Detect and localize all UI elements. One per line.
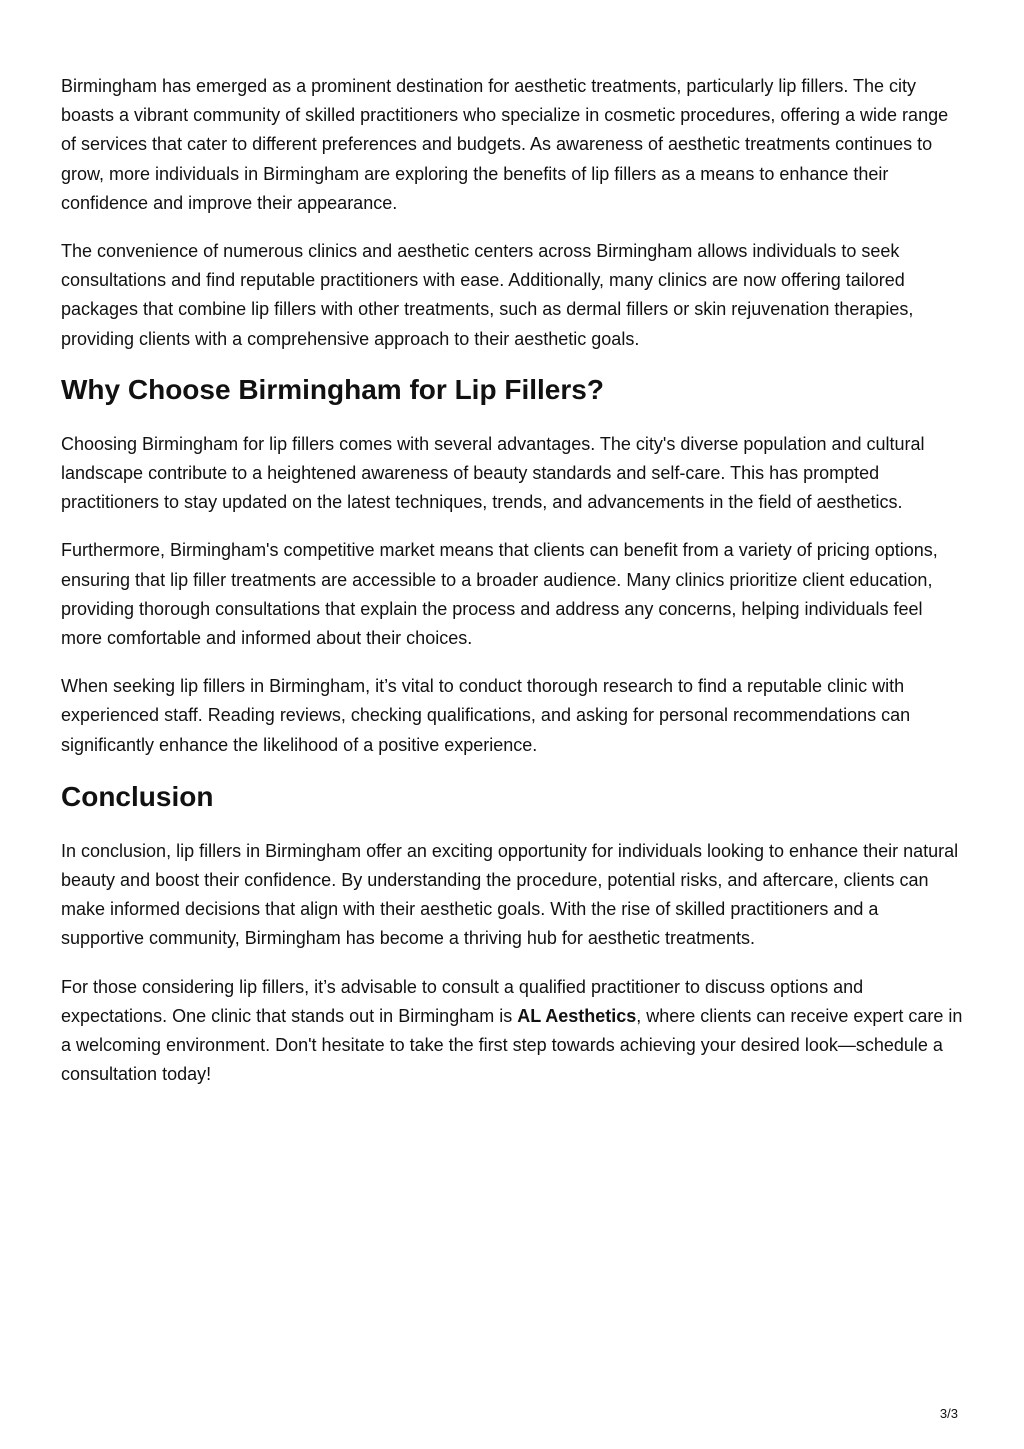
conclusion-paragraph: In conclusion, lip fillers in Birmingham offer an exciting opportunity for individuals looking to enhance their natural beauty and boost their confidence. By understanding the procedure, potential risks, and aftercare, clients can make informed decisions that align with their aesthetic goals. With the rise of skilled practitioners and a supportive community, Birmingham has become a thriving hub for aesthetic treatments. bbox=[61, 840, 959, 949]
section-heading-why-choose: Why Choose Birmingham for Lip Fillers? bbox=[61, 373, 604, 405]
page-number: 3/3 bbox=[939, 1406, 958, 1421]
final-paragraph-text-after: , where clients can receive expert care in a welcoming environment. Don't hesitate to take the first step towards achieving your desired look—schedule a consultation today! bbox=[61, 1005, 963, 1085]
why-paragraph: When seeking lip fillers in Birmingham, it’s vital to conduct thorough research to find a reputable clinic with experienced staff. Reading reviews, checking qualifications, and asking for personal recommendations can significantly enhance the likelihood of a positive experience. bbox=[61, 676, 911, 755]
document-page bbox=[61, 72, 966, 1108]
intro-paragraph: Birmingham has emerged as a prominent destination for aesthetic treatments, particularly lip fillers. The city boasts a vibrant community of skilled practitioners who specialize in cosmetic procedures, offering a wide range of services that cater to different preferences and budgets. As awareness of aesthetic treatments continues to grow, more individuals in Birmingham are exploring the benefits of lip fillers as a means to enhance their confidence and improve their appearance. bbox=[61, 76, 949, 213]
intro-paragraph: The convenience of numerous clinics and aesthetic centers across Birmingham allows individuals to seek consultations and find reputable practitioners with ease. Additionally, many clinics are now offering tailored packages that combine lip fillers with other treatments, such as dermal fillers or skin rejuvenation therapies, providing clients with a comprehensive approach to their aesthetic goals. bbox=[61, 241, 914, 349]
clinic-name-emphasis: AL Aesthetics bbox=[517, 1005, 637, 1026]
conclusion-final-paragraph bbox=[61, 973, 966, 1090]
why-paragraph: Choosing Birmingham for lip fillers comes with several advantages. The city's diverse population and cultural landscape contribute to a heightened awareness of beauty standards and self-care. This has prompted practitioners to stay updated on the latest techniques, trends, and advancements in the field of aesthetics. bbox=[61, 433, 925, 513]
final-paragraph-text-before: For those considering lip fillers, it’s advisable to consult a qualified practitioner to discuss options and expectations. One clinic that stands out in Birmingham is bbox=[61, 976, 864, 1026]
section-heading-conclusion: Conclusion bbox=[61, 780, 214, 812]
why-paragraph: Furthermore, Birmingham's competitive market means that clients can benefit from a variety of pricing options, ensuring that lip filler treatments are accessible to a broader audience. Many clinics prioritize client education, providing thorough consultations that explain the process and address any concerns, helping individuals feel more comfortable and informed about their choices. bbox=[61, 540, 938, 649]
